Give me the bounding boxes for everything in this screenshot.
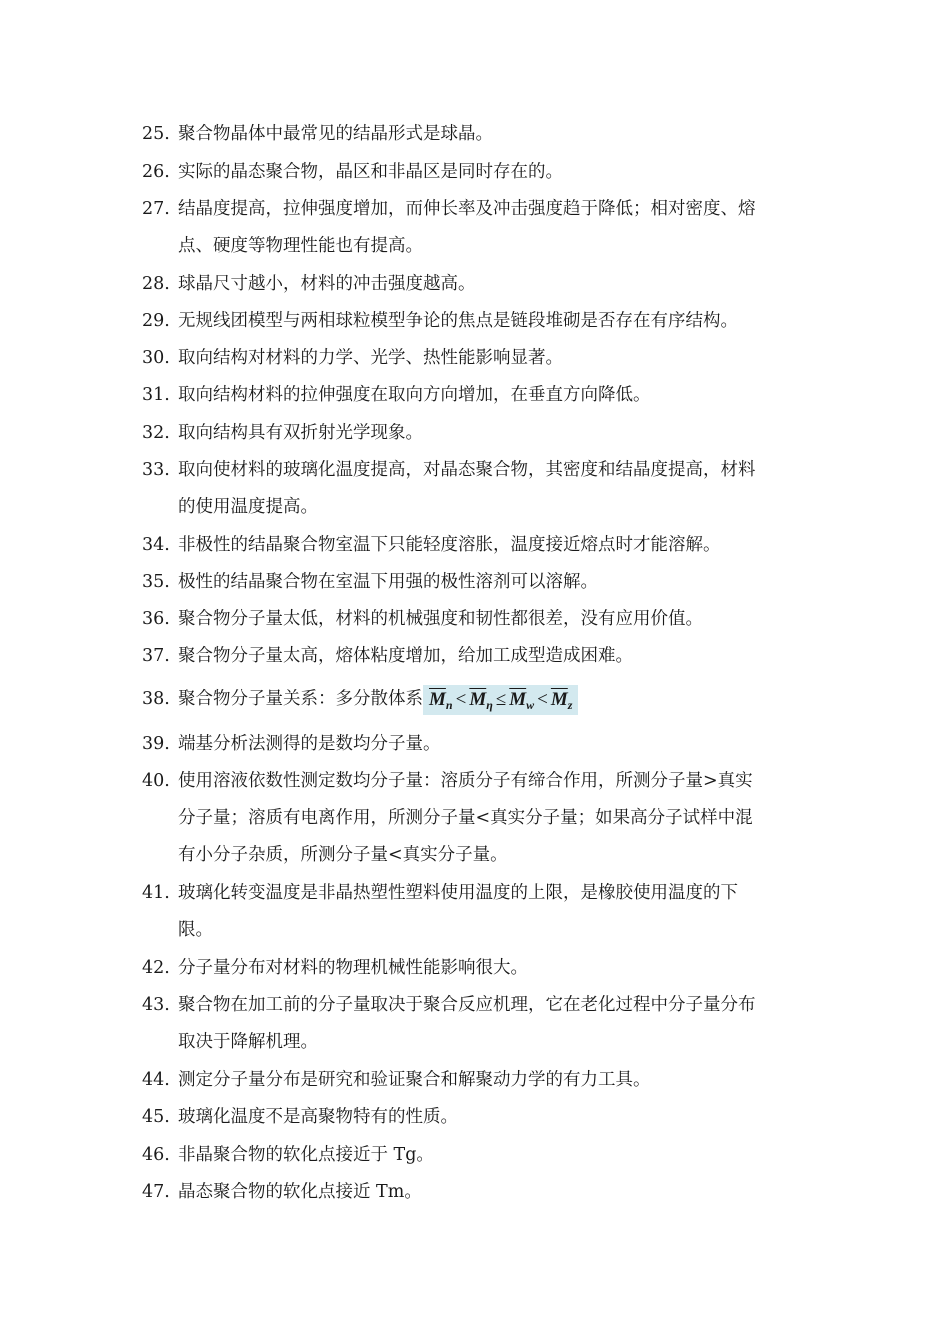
item-text-continuation: 有小分子杂质，所测分子量<真实分子量。 [178,845,508,865]
item-text: 结晶度提高，拉伸强度增加，而伸长率及冲击强度趋于降低；相对密度、熔 [178,199,756,219]
item-number: 37. [142,646,170,666]
item-number: 27. [142,199,170,219]
item-text: 分子量分布对材料的物理机械性能影响很大。 [178,958,528,978]
item-number: 32. [142,423,170,443]
item-text [178,681,578,719]
item-text-continuation: 分子量；溶质有电离作用，所测分子量<真实分子量；如果高分子试样中混 [178,808,753,828]
item-number: 31. [142,385,170,405]
item-text: 非晶聚合物的软化点接近于 Tg。 [178,1145,434,1165]
item-text: 玻璃化转变温度是非晶热塑性塑料使用温度的上限，是橡胶使用温度的下 [178,883,738,903]
item-number: 42. [142,958,170,978]
item-text: 测定分子量分布是研究和验证聚合和解聚动力学的有力工具。 [178,1070,651,1090]
molecular-weight-formula [423,685,578,715]
item-number: 39. [142,734,170,754]
formula-symbol: $\overline{M}$ [429,688,446,710]
item-text: 聚合物分子量太高，熔体粘度增加，给加工成型造成困难。 [178,646,633,666]
item-text: 实际的晶态聚合物，晶区和非晶区是同时存在的。 [178,162,563,182]
item-text: 球晶尺寸越小，材料的冲击强度越高。 [178,274,476,294]
item-number: 38. [142,689,170,709]
formula-subscript: n [445,697,453,712]
item-number: 30. [142,348,170,368]
item-text-continuation: 点、硬度等物理性能也有提高。 [178,236,423,256]
item-text: 非极性的结晶聚合物室温下只能轻度溶胀，温度接近熔点时才能溶解。 [178,535,721,555]
item-number: 41. [142,883,170,903]
item-text: 聚合物在加工前的分子量取决于聚合反应机理，它在老化过程中分子量分布 [178,995,756,1015]
item-number: 25. [142,124,170,144]
formula-symbol: $\overline{M}$ [509,688,527,710]
item-text: 取向使材料的玻璃化温度提高，对晶态聚合物，其密度和结晶度提高，材料 [178,460,756,480]
formula-symbol: $\overline{M}$ [469,688,487,710]
item-text-continuation: 取决于降解机理。 [178,1032,318,1052]
item-text: 聚合物分子量太低，材料的机械强度和韧性都很差，没有应用价值。 [178,609,703,629]
item-text-continuation: 的使用温度提高。 [178,497,318,517]
item-number: 33. [142,460,170,480]
item-text: 取向结构具有双折射光学现象。 [178,423,423,443]
item-text: 聚合物晶体中最常见的结晶形式是球晶。 [178,124,493,144]
item-number: 43. [142,995,170,1015]
item-number: 45. [142,1107,170,1127]
formula-operator: < [537,688,548,710]
item-text: 晶态聚合物的软化点接近 Tm。 [178,1182,422,1202]
item-text-prefix: 聚合物分子量关系：多分散体系 [178,689,423,709]
item-number: 40. [142,771,170,791]
item-text: 取向结构材料的拉伸强度在取向方向增加，在垂直方向降低。 [178,385,651,405]
item-number: 44. [142,1070,170,1090]
item-number: 47. [142,1182,170,1202]
formula-operator: ≤ [495,688,507,710]
item-text: 使用溶液依数性测定数均分子量：溶质分子有缔合作用，所测分子量>真实 [178,771,753,791]
item-number: 28. [142,274,170,294]
formula-symbol: $\overline{M}$ [550,688,568,710]
item-number: 35. [142,572,170,592]
item-number: 34. [142,535,170,555]
item-number: 29. [142,311,170,331]
item-text: 无规线团模型与两相球粒模型争论的焦点是链段堆砌是否存在有序结构。 [178,311,738,331]
item-text: 玻璃化温度不是高聚物特有的性质。 [178,1107,458,1127]
item-text: 极性的结晶聚合物在室温下用强的极性溶剂可以溶解。 [178,572,598,592]
formula-subscript: z [567,697,573,712]
item-text-continuation: 限。 [178,920,213,940]
item-number: 26. [142,162,170,182]
item-number: 36. [142,609,170,629]
formula-subscript: η [486,697,493,712]
formula-operator: < [455,688,467,710]
item-text: 取向结构对材料的力学、光学、热性能影响显著。 [178,348,563,368]
item-text: 端基分析法测得的是数均分子量。 [178,734,441,754]
formula-subscript: w [526,697,535,712]
item-number: 46. [142,1145,170,1165]
